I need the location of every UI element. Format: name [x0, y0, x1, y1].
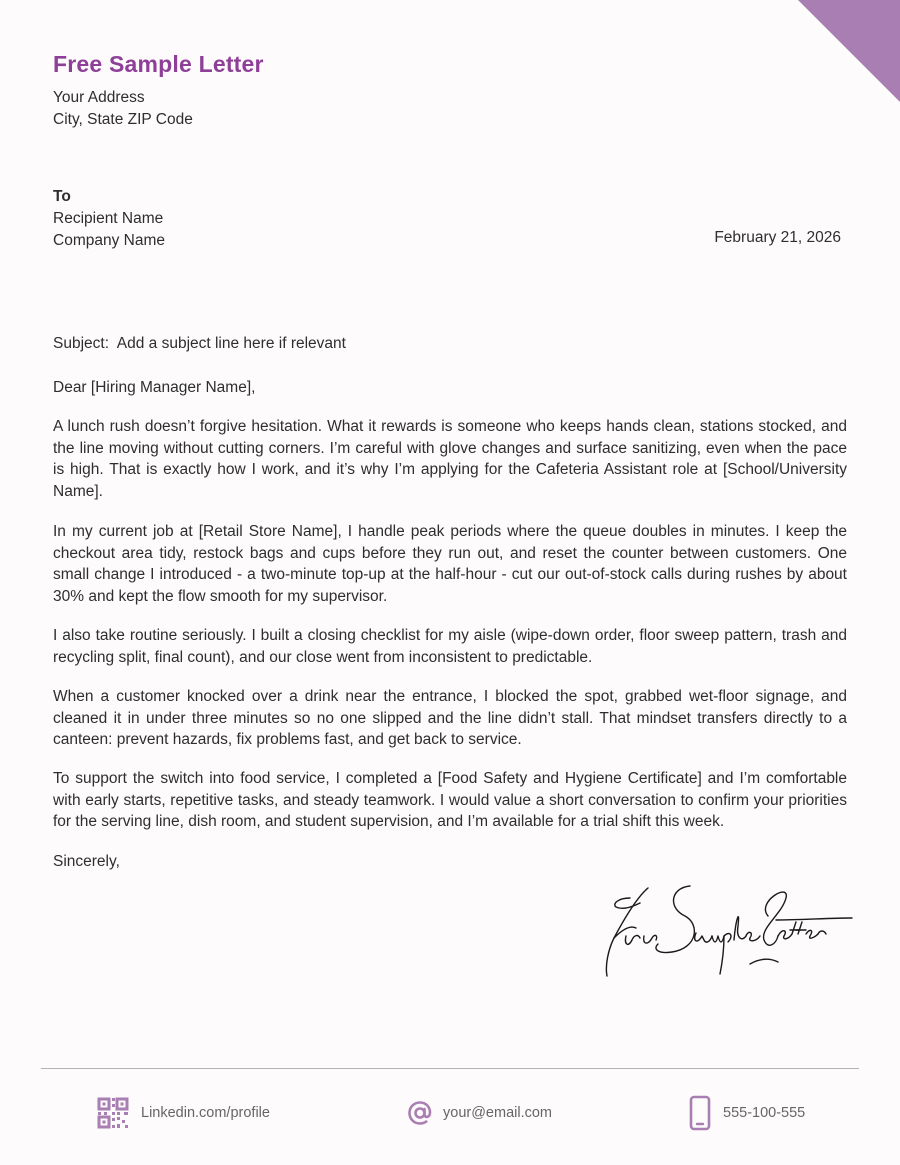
footer-divider: [41, 1068, 859, 1069]
closing: Sincerely,: [53, 853, 120, 870]
footer-email[interactable]: [405, 1095, 552, 1131]
letter-title: Free Sample Letter: [53, 51, 264, 77]
footer-phone[interactable]: [685, 1095, 805, 1131]
sender-address-line2: City, State ZIP Code: [53, 111, 193, 128]
letter-date: February 21, 2026: [714, 229, 841, 246]
signature: [600, 878, 855, 983]
salutation: Dear [Hiring Manager Name],: [53, 379, 256, 396]
footer-linkedin[interactable]: [95, 1095, 270, 1131]
qr-code-icon: [95, 1095, 131, 1131]
to-label: To: [53, 188, 71, 205]
sender-address-line1: Your Address: [53, 89, 145, 106]
paragraph: When a customer knocked over a drink near the entrance, I blocked the spot, grabbed wet-floor signage, and cleaned it in under three minutes so no one slipped and the line didn’t stall. That mindset transfers directly to a canteen: prevent hazards, fix problems fast, and get back to service.: [53, 688, 847, 749]
paragraph: To support the switch into food service, I completed a [Food Safety and Hygiene Certificate] and I’m comfortable with early starts, repetitive tasks, and steady teamwork. I would value a short conversation to confirm your priorities for the serving line, dish room, and student supervision, and I’m available for a trial shift this week.: [53, 770, 847, 831]
phone-number[interactable]: 555-100-555: [723, 1105, 806, 1121]
corner-decoration: [798, 0, 900, 102]
recipient-name: Recipient Name: [53, 210, 164, 227]
email-link[interactable]: your@email.com: [443, 1105, 552, 1121]
paragraph: I also take routine seriously. I built a closing checklist for my aisle (wipe-down order, floor sweep pattern, trash and recycling split, final count), and our close went from inconsistent to predictable.: [53, 627, 847, 666]
paragraph: In my current job at [Retail Store Name], I handle peak periods where the queue doubles in minutes. I keep the checkout area tidy, restock bags and cups before they run out, and reset the counter between customers. One small change I introduced - a two-minute top-up at the half-hour - cut our out-of-stock calls during rushes by about 30% and kept the flow smooth for my supervisor.: [53, 523, 847, 605]
paragraph: A lunch rush doesn’t forgive hesitation. What it rewards is someone who keeps hands clean, stations stocked, and the line moving without cutting corners. I’m careful with glove changes and surface sanitizing, even when the pace is high. That is exactly how I work, and it’s why I’m applying for the Cafeteria Assistant role at [School/University Name].: [53, 418, 847, 500]
linkedin-link[interactable]: Linkedin.com/profile: [141, 1105, 270, 1121]
mobile-phone-icon: [685, 1095, 715, 1131]
recipient-company: Company Name: [53, 232, 165, 249]
at-sign-icon: [405, 1095, 435, 1131]
subject-line: Subject: Add a subject line here if relevant: [53, 335, 346, 352]
